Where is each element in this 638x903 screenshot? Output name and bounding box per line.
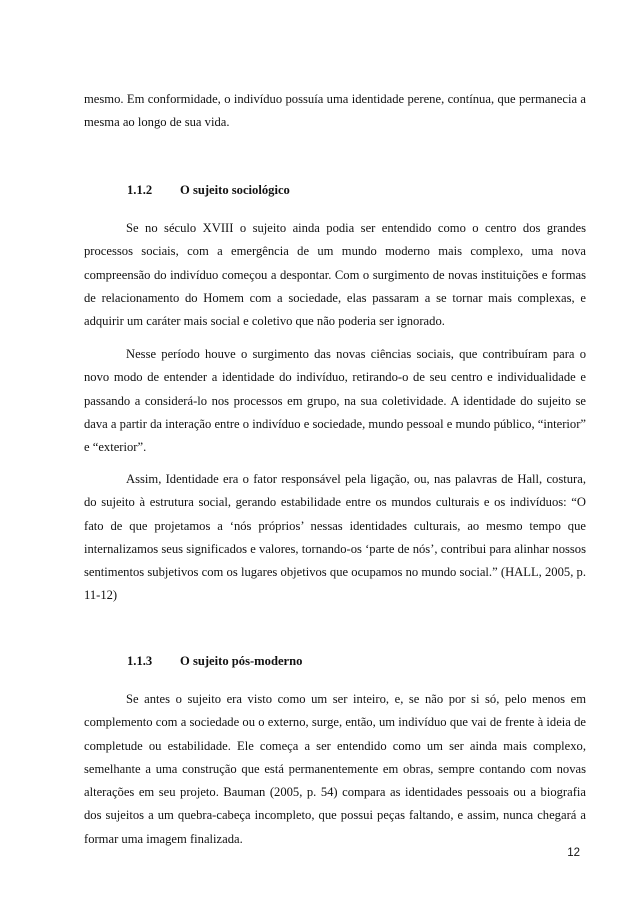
paragraph-social-sciences [84, 343, 586, 459]
paragraph-sociological-intro [84, 217, 586, 333]
paragraph-text: Se no século XVIII o sujeito ainda podia ser entendido como o centro dos grandes processos sociais, com a emergência de um mundo moderno mais complexo, uma nova compreensão do indivíduo começou a despontar. Com o surgimento de novas instituições e formas de relacionamento do Homem com a sociedade, elas passaram a se tornar mais complexas, e adquirir um caráter mais social e coletivo que não poderia ser ignorado. [84, 221, 586, 329]
paragraph-text: Se antes o sujeito era visto como um ser inteiro, e, se não por si só, pelo menos em complemento com a sociedade ou o externo, surge, então, um indivíduo que vai de frente à ideia de completude ou estabilidade. Ele começa a ser entendido como um ser ainda mais complexo, semelhante a uma construção que está permanentemente em obras, sempre contando com novas alterações em seu projeto. Bauman (2005, p. 54) compara as identidades pessoais ou a biografia dos sujeitos a um quebra-cabeça incompleto, que possui peças faltando, e assim, nunca chegará a formar uma imagem finalizada. [84, 692, 586, 846]
page-number: 12 [567, 847, 580, 859]
paragraph-postmodern [84, 688, 586, 851]
section-heading-sociological [127, 180, 290, 200]
paragraph-text: Assim, Identidade era o fator responsável pela ligação, ou, nas palavras de Hall, costura, do sujeito à estrutura social, gerando estabilidade entre os mundos culturais e os indivíduos: “O fato de que projetamos a ‘nós próprios’ nessas identidades culturais, ao mesmo tempo que internalizamos seus significados e valores, tornando-os ‘parte de nós’, contribui para alinhar nossos sentimentos subjetivos com os lugares objetivos que ocupamos no mundo social.” (HALL, 2005, p. 11-12) [84, 472, 586, 603]
paragraph-text: mesmo. Em conformidade, o indivíduo possuía uma identidade perene, contínua, que permanecia a mesma ao longo de sua vida. [84, 92, 586, 130]
section-title: O sujeito pós-moderno [180, 654, 303, 668]
paragraph-text: Nesse período houve o surgimento das novas ciências sociais, que contribuíram para o novo modo de entender a identidade do indivíduo, retirando-o de seu centro e individualidade e passando a considerá-lo nos processos em grupo, na sua coletividade. A identidade do sujeito se dava a partir da interação entre o indivíduo e sociedade, mundo pessoal e mundo público, “interior” e “exterior”. [84, 347, 586, 455]
section-title: O sujeito sociológico [180, 183, 290, 197]
section-number: 1.1.2 [127, 183, 153, 197]
paragraph-hall-quote [84, 468, 586, 608]
section-number: 1.1.3 [127, 654, 153, 668]
section-heading-postmodern [127, 651, 302, 671]
paragraph-continuation [84, 88, 586, 135]
